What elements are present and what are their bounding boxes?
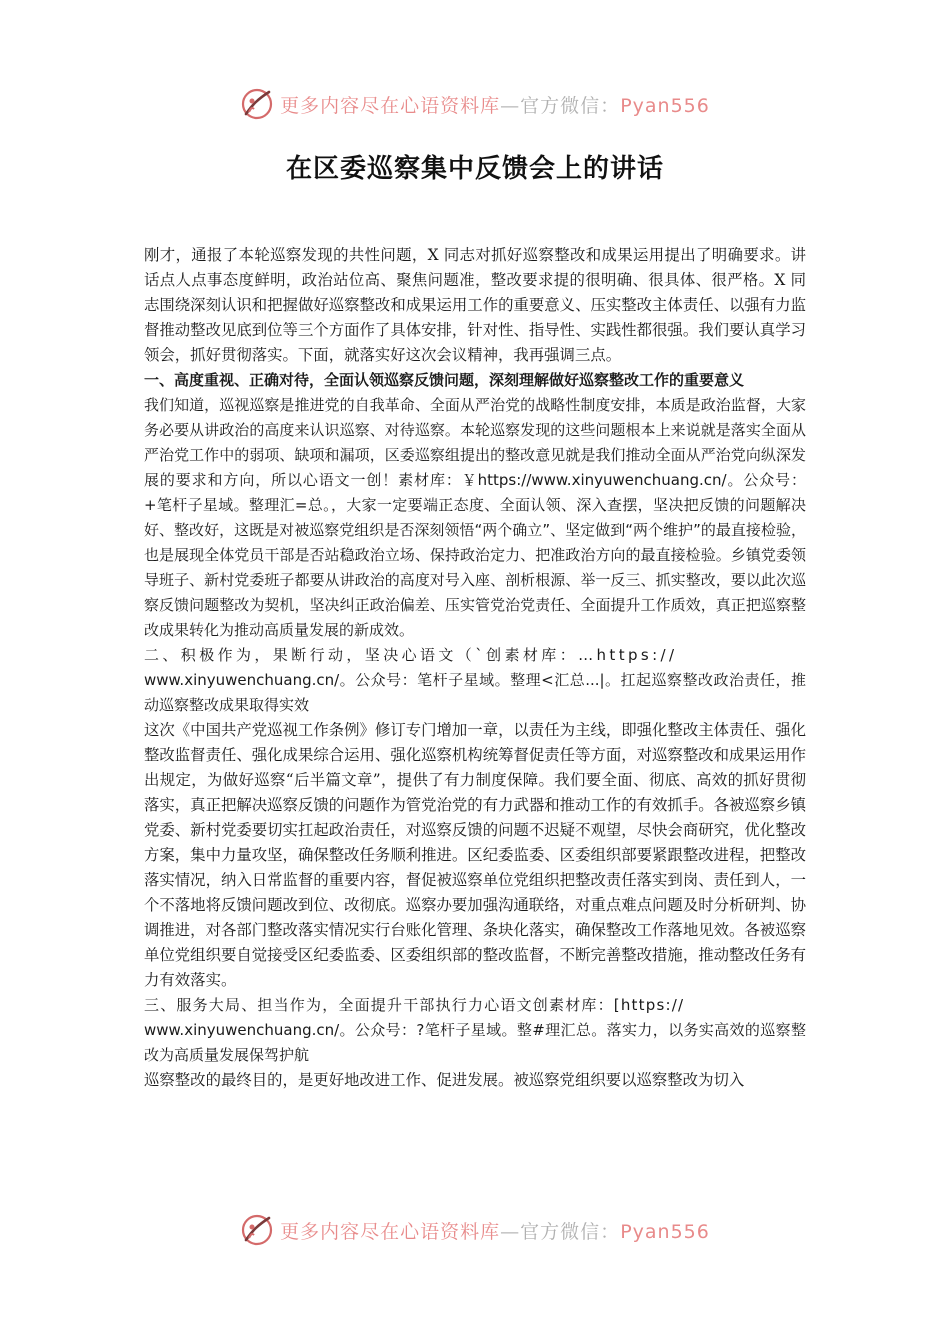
banner-main-text: 更多内容尽在心语资料库 (280, 94, 501, 117)
banner-main-text: 更多内容尽在心语资料库 (280, 1220, 501, 1243)
section-heading-3-line-2: www.xinyuwenchuang.cn/。公众号：?笔杆子星域。整#理汇总。落实力，以务实高效的巡察整改为高质量发展保驾护航 (144, 1021, 806, 1064)
section-heading-2-line-1: 二、积极作为，果断行动，坚决心语文（`创素材库：…https:// (144, 646, 678, 664)
banner-sub-text: 官方微信： (520, 94, 621, 117)
brush-logo-icon (240, 1213, 274, 1247)
banner-wechat-id: Pyan556 (620, 94, 710, 117)
banner-dash: — (500, 1220, 521, 1243)
paragraph-section-2: 这次《中国共产党巡视工作条例》修订专门增加一章，以责任为主线，即强化整改主体责任、强化整改监督责任、强化成果综合运用、强化巡察机构统筹督促责任等方面，对巡察整改和成果运用作出规定，为做好巡察“后半篇文章”，提供了有力制度保障。我们要全面、彻底、高效的抓好贯彻落实，真正把解决巡察反馈的问题作为管党治党的有力武器和推动工作的有效抓手。各被巡察乡镇党委、新村党委要切实扛起政治责任，对巡察反馈的问题不迟疑不观望，尽快会商研究，优化整改方案，集中力量攻坚，确保整改任务顺利推进。区纪委监委、区委组织部要紧跟整改进程，把整改落实情况，纳入日常监督的重要内容，督促被巡察单位党组织把整改责任落实到岗、责任到人，一个不落地将反馈问题改到位、改彻底。巡察办要加强沟通联络，对重点难点问题及时分析研判、协调推进，对各部门整改落实情况实行台账化管理、条块化落实，确保整改工作落地见效。各被巡察单位党组织要自觉接受区纪委监委、区委组织部的整改监督，不断完善整改措施，推动整改任务有力有效落实。 (144, 721, 806, 989)
paragraph-section-1: 我们知道，巡视巡察是推进党的自我革命、全面从严治党的战略性制度安排，本质是政治监督，大家务必要从讲政治的高度来认识巡察、对待巡察。本轮巡察发现的这些问题根本上来说就是落实全面从严治党工作中的弱项、缺项和漏项，区委巡察组提出的整改意见就是我们推动全面从严治党向纵深发展的要求和方向，所以心语文一创！素材库：￥https://www.xinyuwenchuang.cn/。公众号：+笔杆子星域。整理汇=总。，大家一定要端正态度、全面认领、深入查摆，坚决把反馈的问题解决好、整改好，这既是对被巡察党组织是否深刻领悟“两个确立”、坚定做到“两个维护”的最直接检验，也是展现全体党员干部是否站稳政治立场、保持政治定力、把准政治方向的最直接检验。乡镇党委领导班子、新村党委班子都要从讲政治的高度对号入座、剖析根源、举一反三、抓实整改，要以此次巡察反馈问题整改为契机，坚决纠正政治偏差、压实管党治党责任、全面提升工作质效，真正把巡察整改成果转化为推动高质量发展的新成效。 (144, 396, 806, 639)
section-heading-3-line-1: 三、服务大局、担当作为，全面提升干部执行力心语文创素材库：[https:// (144, 996, 685, 1014)
banner-wechat-id: Pyan556 (620, 1220, 710, 1243)
banner-sub-text: 官方微信： (520, 1220, 621, 1243)
banner-dash: — (500, 94, 521, 117)
document-title: 在区委巡察集中反馈会上的讲话 (285, 154, 664, 184)
paragraph-section-3: 巡察整改的最终目的，是更好地改进工作、促进发展。被巡察党组织要以巡察整改为切入 (144, 1071, 745, 1089)
footer-watermark-banner (0, 1210, 950, 1250)
brush-logo-icon (240, 87, 274, 121)
section-heading-1: 一、高度重视、正确对待，全面认领巡察反馈问题，深刻理解做好巡察整改工作的重要意义 (144, 371, 745, 389)
header-watermark-banner (0, 84, 950, 124)
banner-text (280, 91, 710, 118)
section-heading-2-line-2: www.xinyuwenchuang.cn/。公众号：笔杆子星域。整理<汇总...|。扛起巡察整改政治责任，推动巡察整改成果取得实效 (144, 671, 806, 714)
banner-text (280, 1217, 710, 1244)
paragraph-intro: 刚才，通报了本轮巡察发现的共性问题，X 同志对抓好巡察整改和成果运用提出了明确要求。讲话点人点事态度鲜明，政治站位高、聚焦问题准，整改要求提的很明确、很具体、很严格。X 同志围绕深刻认识和把握做好巡察整改和成果运用工作的重要意义、压实整改主体责任、以强有力监督推动整改见底到位等三个方面作了具体安排，针对性、指导性、实践性都很强。我们要认真学习领会，抓好贯彻落实。下面，就落实好这次会议精神，我再强调三点。 (144, 246, 806, 364)
document-body (144, 243, 806, 1093)
